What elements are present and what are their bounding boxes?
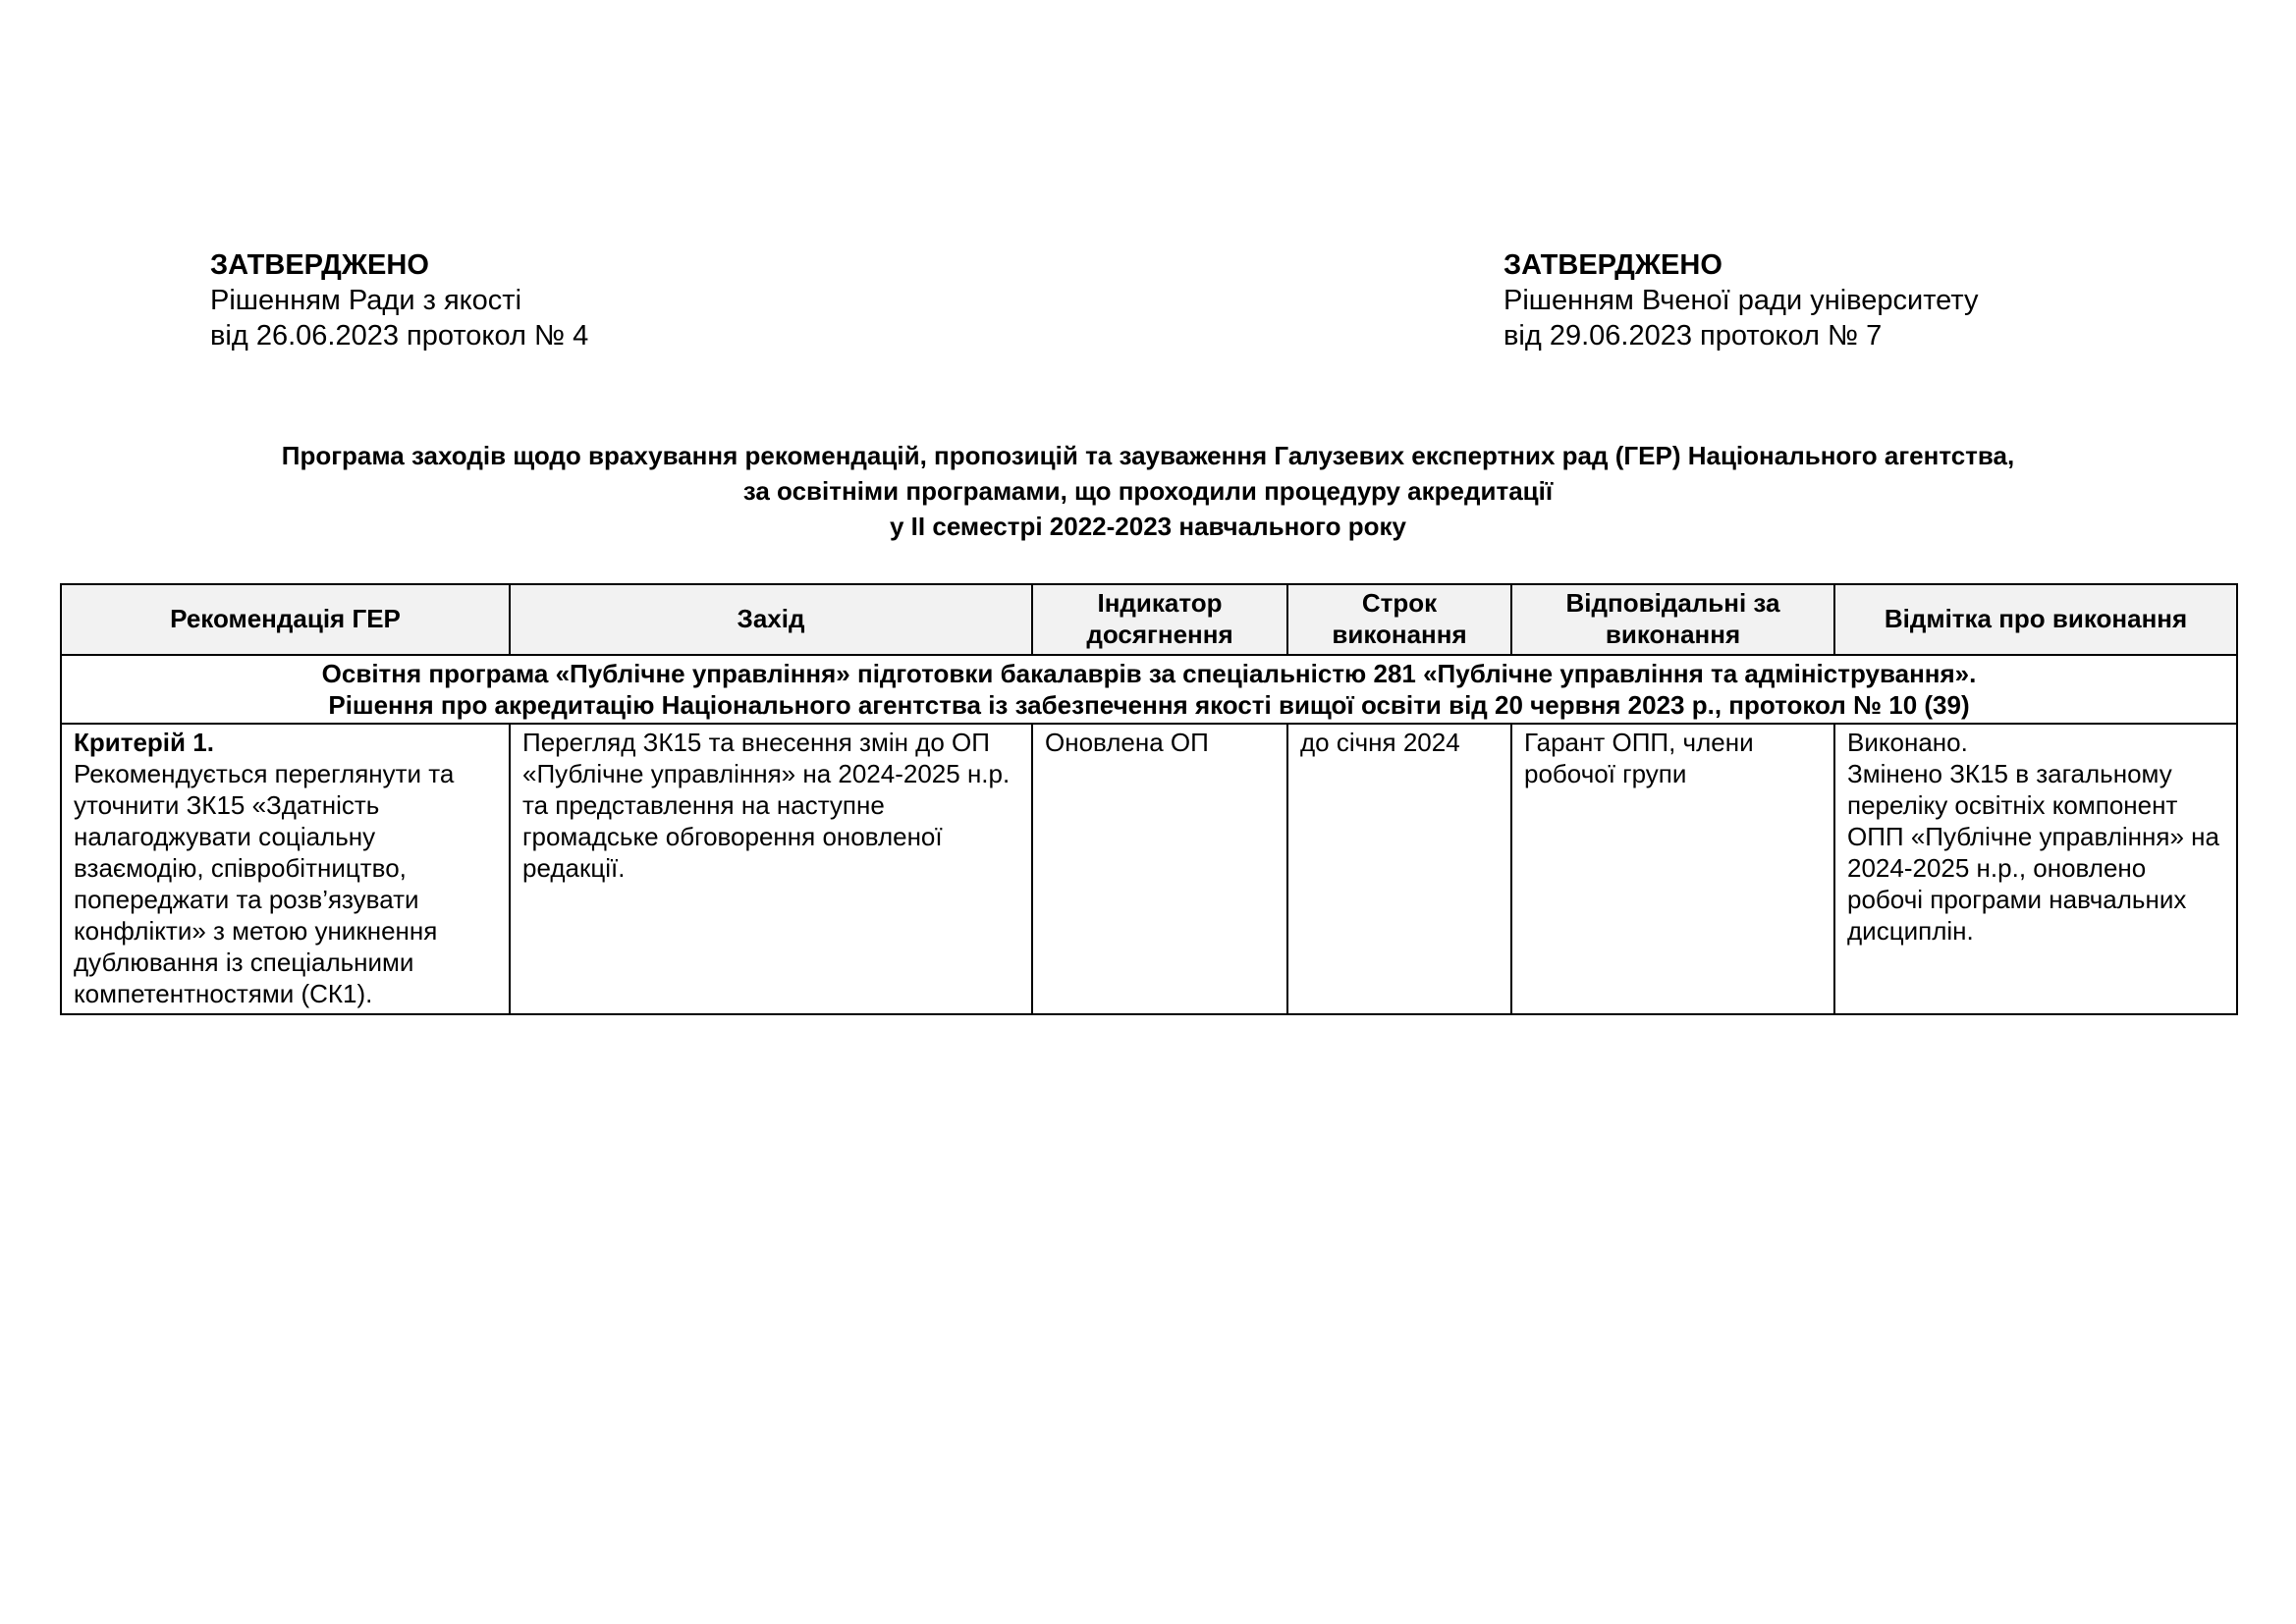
status-done: Виконано. — [1847, 728, 1968, 757]
section-row — [61, 655, 2237, 724]
table-row — [61, 724, 2237, 1014]
criterion-label: Критерій 1. — [74, 728, 214, 757]
section-program-line: Освітня програма «Публічне управління» підготовки бакалаврів за спеціальністю 281 «Публічне управління та адміністрування». — [321, 659, 1977, 688]
measures-table — [60, 583, 2238, 1015]
cell-responsible: Гарант ОПП, члени робочої групи — [1511, 724, 1834, 1014]
approval-body: Рішенням Ради з якості — [210, 285, 522, 316]
approval-block-academic-council — [1503, 247, 1978, 353]
approval-heading: ЗАТВЕРДЖЕНО — [1503, 249, 1722, 281]
recommendation-text: Рекомендується переглянути та уточнити ЗК15 «Здатність налагоджувати соціальну взаємодію, співробітництво, попереджати та розв’язувати конфлікти» з метою уникнення дублювання із спеціальними компетентностями (СК1). — [74, 759, 455, 1008]
program-section-cell — [61, 655, 2237, 724]
approval-block-quality-council — [210, 247, 588, 353]
title-line-3: у ІІ семестрі 2022-2023 навчального року — [890, 512, 1406, 541]
header-recommendation: Рекомендація ГЕР — [61, 584, 510, 655]
document-title — [0, 438, 2296, 544]
approval-body: Рішенням Вченої ради університету — [1503, 285, 1979, 316]
header-indicator: Індикатор досягнення — [1032, 584, 1287, 655]
cell-status — [1834, 724, 2237, 1014]
approval-date: від 29.06.2023 протокол № 7 — [1503, 320, 1883, 352]
approval-heading: ЗАТВЕРДЖЕНО — [210, 249, 429, 281]
header-deadline: Строк виконання — [1287, 584, 1511, 655]
approval-date: від 26.06.2023 протокол № 4 — [210, 320, 589, 352]
table-header-row — [61, 584, 2237, 655]
cell-deadline: до січня 2024 — [1287, 724, 1511, 1014]
cell-measure: Перегляд ЗК15 та внесення змін до ОП «Публічне управління» на 2024-2025 н.р. та представлення на наступне громадське обговорення оновленої редакції. — [510, 724, 1032, 1014]
cell-recommendation — [61, 724, 510, 1014]
section-decision-line: Рішення про акредитацію Національного агентства із забезпечення якості вищої освіти від 20 червня 2023 р., протокол № 10 (39) — [328, 690, 1970, 720]
header-measure: Захід — [510, 584, 1032, 655]
title-line-1: Програма заходів щодо врахування рекомендацій, пропозицій та зауваження Галузевих експертних рад (ГЕР) Національного агентства, — [281, 441, 2015, 470]
header-responsible: Відповідальні за виконання — [1511, 584, 1834, 655]
header-status: Відмітка про виконання — [1834, 584, 2237, 655]
cell-indicator: Оновлена ОП — [1032, 724, 1287, 1014]
title-line-2: за освітніми програмами, що проходили процедуру акредитації — [742, 476, 1554, 506]
status-details: Змінено ЗК15 в загальному переліку освітніх компонент ОПП «Публічне управління» на 2024-2025 н.р., оновлено робочі програми навчальних дисциплін. — [1847, 759, 2219, 946]
